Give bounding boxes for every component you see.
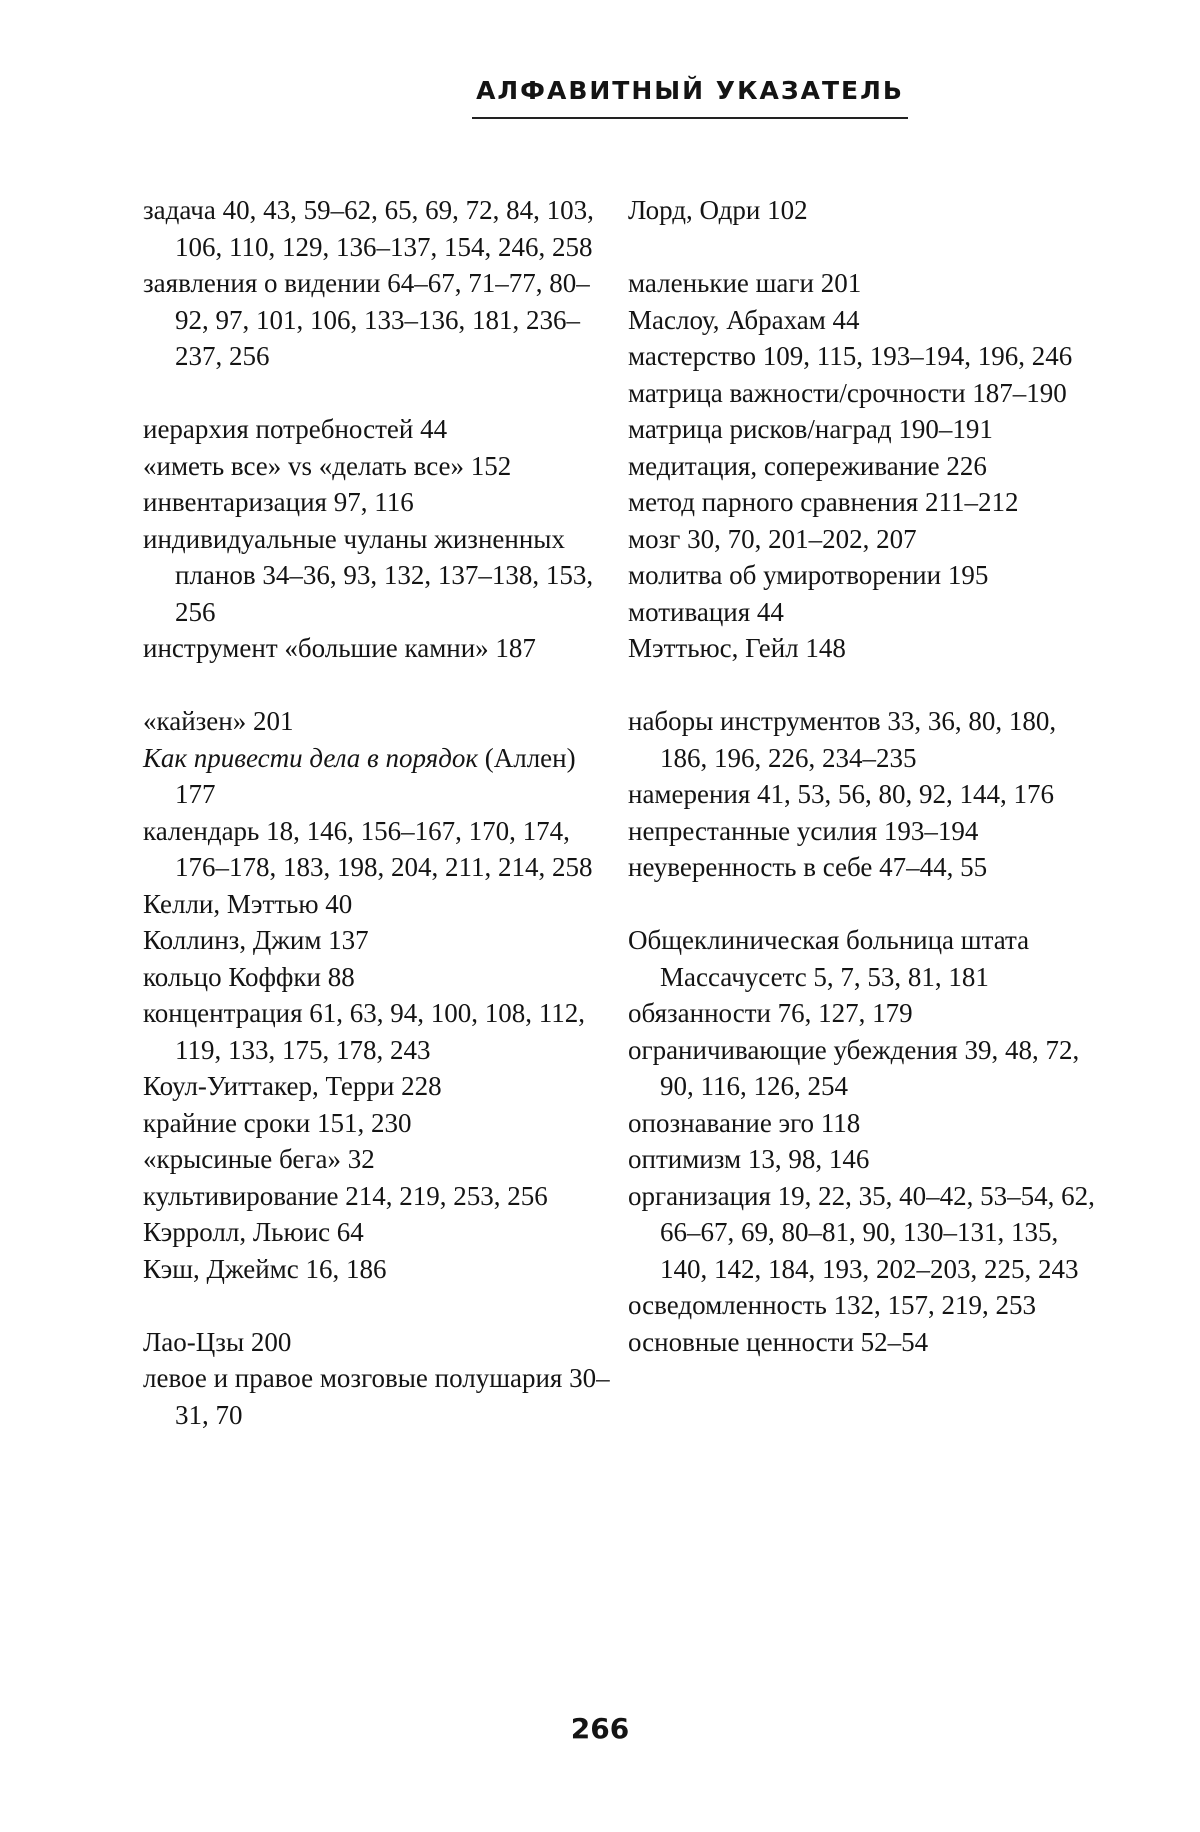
index-entry: оптимизм 13, 98, 146 bbox=[628, 1144, 870, 1174]
index-entry: «иметь все» vs «делать все» 152 bbox=[143, 450, 512, 481]
index-entry: инвентаризация 97, 116 bbox=[143, 487, 414, 517]
index-entry: Кэш, Джеймс 16, 186 bbox=[143, 1253, 387, 1284]
index-entry: молитва об умиротворении 195 bbox=[628, 560, 989, 590]
index-entry: организация 19, 22, 35, 40–42, 53–54, 62, 66–67, 69, 80–81, 90, 130–131, 135, 140, 142, 184, 193, 202–203, 225, 243 bbox=[628, 1180, 1095, 1284]
index-entry: маленькие шаги 201 bbox=[628, 268, 862, 298]
letter-gap bbox=[143, 1287, 613, 1324]
index-entry: наборы инструментов 33, 36, 80, 180, 186, 196, 226, 234–235 bbox=[628, 706, 1057, 773]
index-entry: Келли, Мэттью 40 bbox=[143, 888, 353, 919]
index-entry: крайние сроки 151, 230 bbox=[143, 1107, 412, 1138]
index-entry-book-title: Как привести дела в порядок (Аллен) 177 bbox=[143, 742, 576, 809]
index-entry: мотивация 44 bbox=[628, 596, 784, 627]
index-entry: опознавание эго 118 bbox=[628, 1107, 861, 1138]
index-entry: концентрация 61, 63, 94, 100, 108, 112, 119, 133, 175, 178, 243 bbox=[143, 998, 586, 1065]
header-title: АЛФАВИТНЫЙ УКАЗАТЕЛЬ bbox=[472, 76, 908, 119]
index-entry: намерения 41, 53, 56, 80, 92, 144, 176 bbox=[628, 779, 1055, 809]
index-entry: культивирование 214, 219, 253, 256 bbox=[143, 1180, 548, 1211]
letter-gap bbox=[628, 229, 1098, 266]
index-entry: Мэттьюс, Гейл 148 bbox=[628, 633, 846, 663]
index-entry: иерархия потребностей 44 bbox=[143, 414, 448, 444]
letter-gap bbox=[628, 667, 1098, 704]
index-entry: календарь 18, 146, 156–167, 170, 174, 176–178, 183, 198, 204, 211, 214, 258 bbox=[143, 815, 593, 882]
index-entry: Коллинз, Джим 137 bbox=[143, 925, 369, 955]
index-entry: обязанности 76, 127, 179 bbox=[628, 998, 913, 1028]
index-column-right bbox=[628, 192, 1098, 1360]
index-entry: метод парного сравнения 211–212 bbox=[628, 487, 1019, 517]
index-entry: осведомленность 132, 157, 219, 253 bbox=[628, 1290, 1037, 1320]
index-entry: задача 40, 43, 59–62, 65, 69, 72, 84, 103, 106, 110, 129, 136–137, 154, 246, 258 bbox=[143, 195, 594, 262]
index-entry: кольцо Коффки 88 bbox=[143, 961, 355, 992]
index-column-left bbox=[143, 192, 613, 1433]
index-entry: индивидуальные чуланы жизненных планов 34–36, 93, 132, 137–138, 153, 256 bbox=[143, 523, 594, 627]
index-entry: ограничивающие убеждения 39, 48, 72, 90, 116, 126, 254 bbox=[628, 1034, 1080, 1101]
index-entry: инструмент «большие камни» 187 bbox=[143, 633, 536, 663]
index-entry: мозг 30, 70, 201–202, 207 bbox=[628, 523, 917, 554]
index-entry: «крысиные бега» 32 bbox=[143, 1144, 375, 1174]
index-entry: матрица важности/срочности 187–190 bbox=[628, 377, 1067, 408]
index-entry: матрица рисков/наград 190–191 bbox=[628, 414, 993, 444]
index-entry: основные ценности 52–54 bbox=[628, 1326, 929, 1357]
index-entry: непрестанные усилия 193–194 bbox=[628, 815, 979, 846]
index-entry: Маслоу, Абрахам 44 bbox=[628, 304, 860, 335]
letter-gap bbox=[628, 886, 1098, 923]
index-entry: Общеклиническая больница штата Массачусетс 5, 7, 53, 81, 181 bbox=[628, 925, 1030, 992]
index-entry: медитация, сопереживание 226 bbox=[628, 450, 987, 481]
index-entry: левое и правое мозговые полушария 30–31, 70 bbox=[143, 1363, 610, 1430]
page-number: 266 bbox=[570, 1712, 630, 1745]
index-entry: Кэрролл, Льюис 64 bbox=[143, 1217, 364, 1247]
index-entry: Лао-Цзы 200 bbox=[143, 1326, 292, 1357]
index-entry: заявления о видении 64–67, 71–77, 80–92, 97, 101, 106, 133–136, 181, 236–237, 256 bbox=[143, 268, 590, 371]
letter-gap bbox=[143, 375, 613, 412]
index-entry: Лорд, Одри 102 bbox=[628, 195, 808, 225]
book-title: Как привести дела в порядок bbox=[143, 742, 478, 773]
running-header bbox=[0, 76, 1200, 119]
index-entry: Коул-Уиттакер, Терри 228 bbox=[143, 1071, 442, 1101]
index-entry: неуверенность в себе 47–44, 55 bbox=[628, 852, 988, 882]
letter-gap bbox=[143, 667, 613, 704]
index-entry: «кайзен» 201 bbox=[143, 706, 294, 736]
index-entry: мастерство 109, 115, 193–194, 196, 246 bbox=[628, 341, 1073, 371]
